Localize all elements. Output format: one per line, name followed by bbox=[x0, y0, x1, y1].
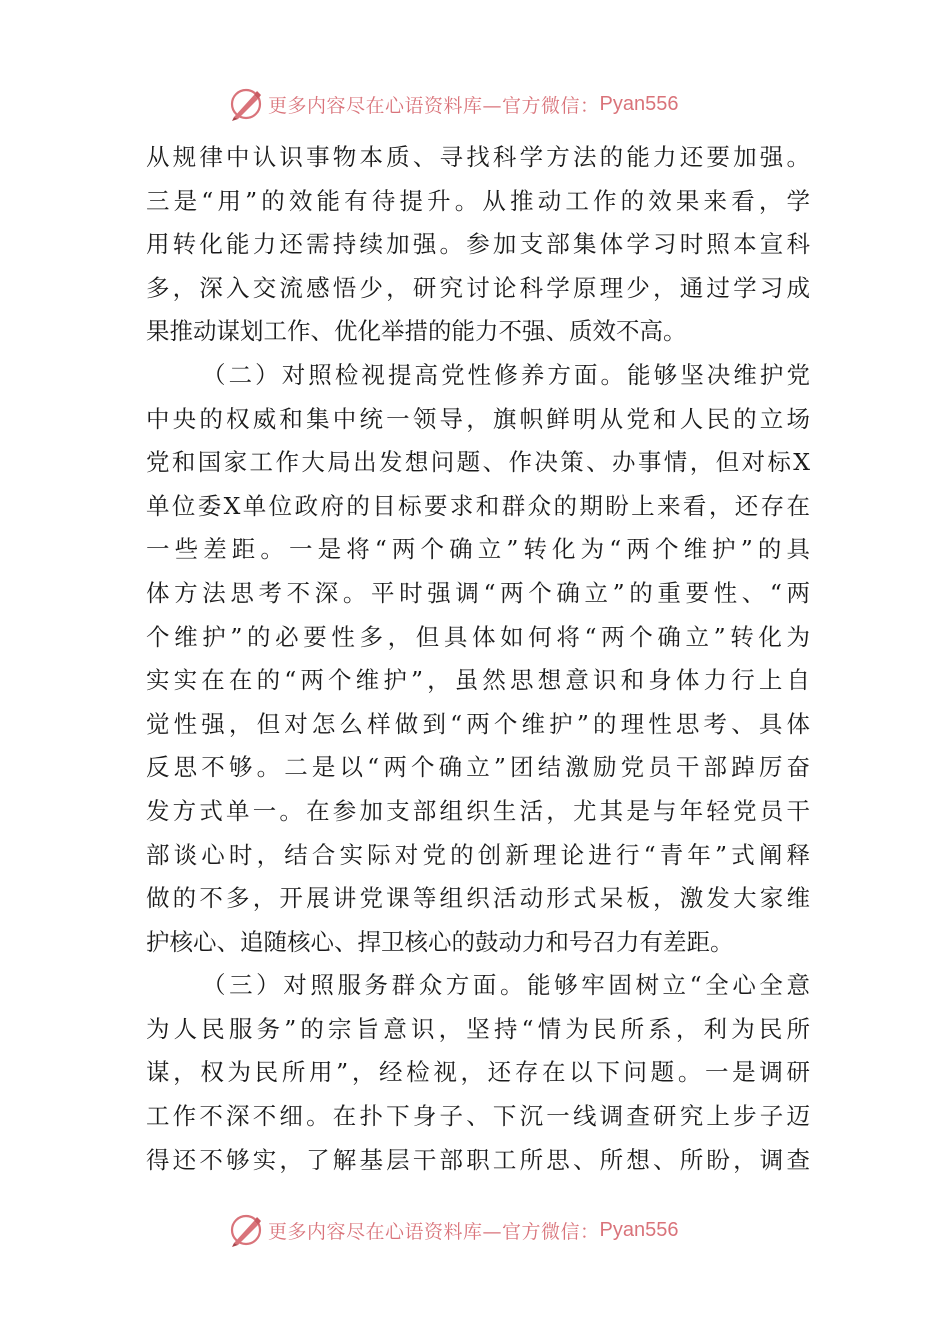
text-line: 党和国家工作大局出发想问题、作决策、办事情，但对标X bbox=[146, 448, 810, 477]
text-line: 觉性强，但对怎么样做到“两个维护”的理性思考、具体 bbox=[146, 709, 810, 738]
text-line: 实实在在的“两个维护”，虽然思想意识和身体力行上自 bbox=[146, 666, 810, 695]
text-line: 反思不够。二是以“两个确立”团结激励党员干部踔厉奋 bbox=[146, 753, 810, 782]
text-line: 多，深入交流感悟少，研究讨论科学原理少，通过学习成 bbox=[146, 273, 810, 302]
watermark-wechat-id: Pyan556 bbox=[599, 1218, 679, 1241]
watermark-text: 更多内容尽在心语资料库—官方微信： bbox=[268, 94, 600, 117]
text-line: 用转化能力还需持续加强。参加支部集体学习时照本宣科 bbox=[146, 230, 810, 259]
text-line: 为人民服务”的宗旨意识，坚持“情为民所系，利为民所 bbox=[146, 1014, 810, 1043]
paragraph-3 bbox=[146, 964, 810, 1182]
text-line: 发方式单一。在参加支部组织生活，尤其是与年轻党员干 bbox=[146, 796, 810, 825]
paragraph-1 bbox=[146, 136, 810, 354]
document-body bbox=[146, 136, 810, 1182]
paragraph-2 bbox=[146, 354, 810, 964]
text-line: 三是“用”的效能有待提升。从推动工作的效果来看，学 bbox=[146, 186, 810, 215]
text-line: 从规律中认识事物本质、寻找科学方法的能力还要加强。 bbox=[146, 143, 810, 171]
text-line: 一些差距。一是将“两个确立”转化为“两个维护”的具 bbox=[146, 535, 810, 564]
footer-watermark bbox=[228, 1212, 678, 1248]
text-line: （二）对照检视提高党性修养方面。能够坚决维护党 bbox=[202, 360, 810, 389]
text-line: 得还不够实，了解基层干部职工所思、所想、所盼，调查 bbox=[146, 1145, 810, 1174]
watermark-text: 更多内容尽在心语资料库—官方微信： bbox=[268, 1220, 600, 1243]
text-line: 护核心、追随核心、捍卫核心的鼓动力和号召力有差距。 bbox=[146, 927, 734, 956]
pen-circle-logo-icon bbox=[228, 1212, 264, 1248]
watermark-wechat-id: Pyan556 bbox=[599, 92, 679, 115]
text-line: （三）对照服务群众方面。能够牢固树立“全心全意 bbox=[202, 971, 810, 1000]
text-line: 个维护”的必要性多，但具体如何将“两个确立”转化为 bbox=[146, 622, 810, 651]
text-line: 做的不多，开展讲党课等组织活动形式呆板，激发大家维 bbox=[146, 884, 810, 913]
text-line: 单位委X单位政府的目标要求和群众的期盼上来看，还存在 bbox=[146, 491, 810, 520]
header-watermark bbox=[228, 86, 678, 122]
text-line: 部谈心时，结合实际对党的创新理论进行“青年”式阐释 bbox=[146, 840, 810, 869]
pen-circle-logo-icon bbox=[228, 86, 264, 122]
text-line: 谋，权为民所用”，经检视，还存在以下问题。一是调研 bbox=[146, 1058, 810, 1087]
text-line: 中央的权威和集中统一领导，旗帜鲜明从党和人民的立场 bbox=[146, 404, 810, 433]
text-line: 工作不深不细。在扑下身子、下沉一线调查研究上步子迈 bbox=[146, 1102, 810, 1131]
text-line: 体方法思考不深。平时强调“两个确立”的重要性、“两 bbox=[146, 578, 810, 607]
text-line: 果推动谋划工作、优化举措的能力不强、质效不高。 bbox=[146, 317, 687, 346]
